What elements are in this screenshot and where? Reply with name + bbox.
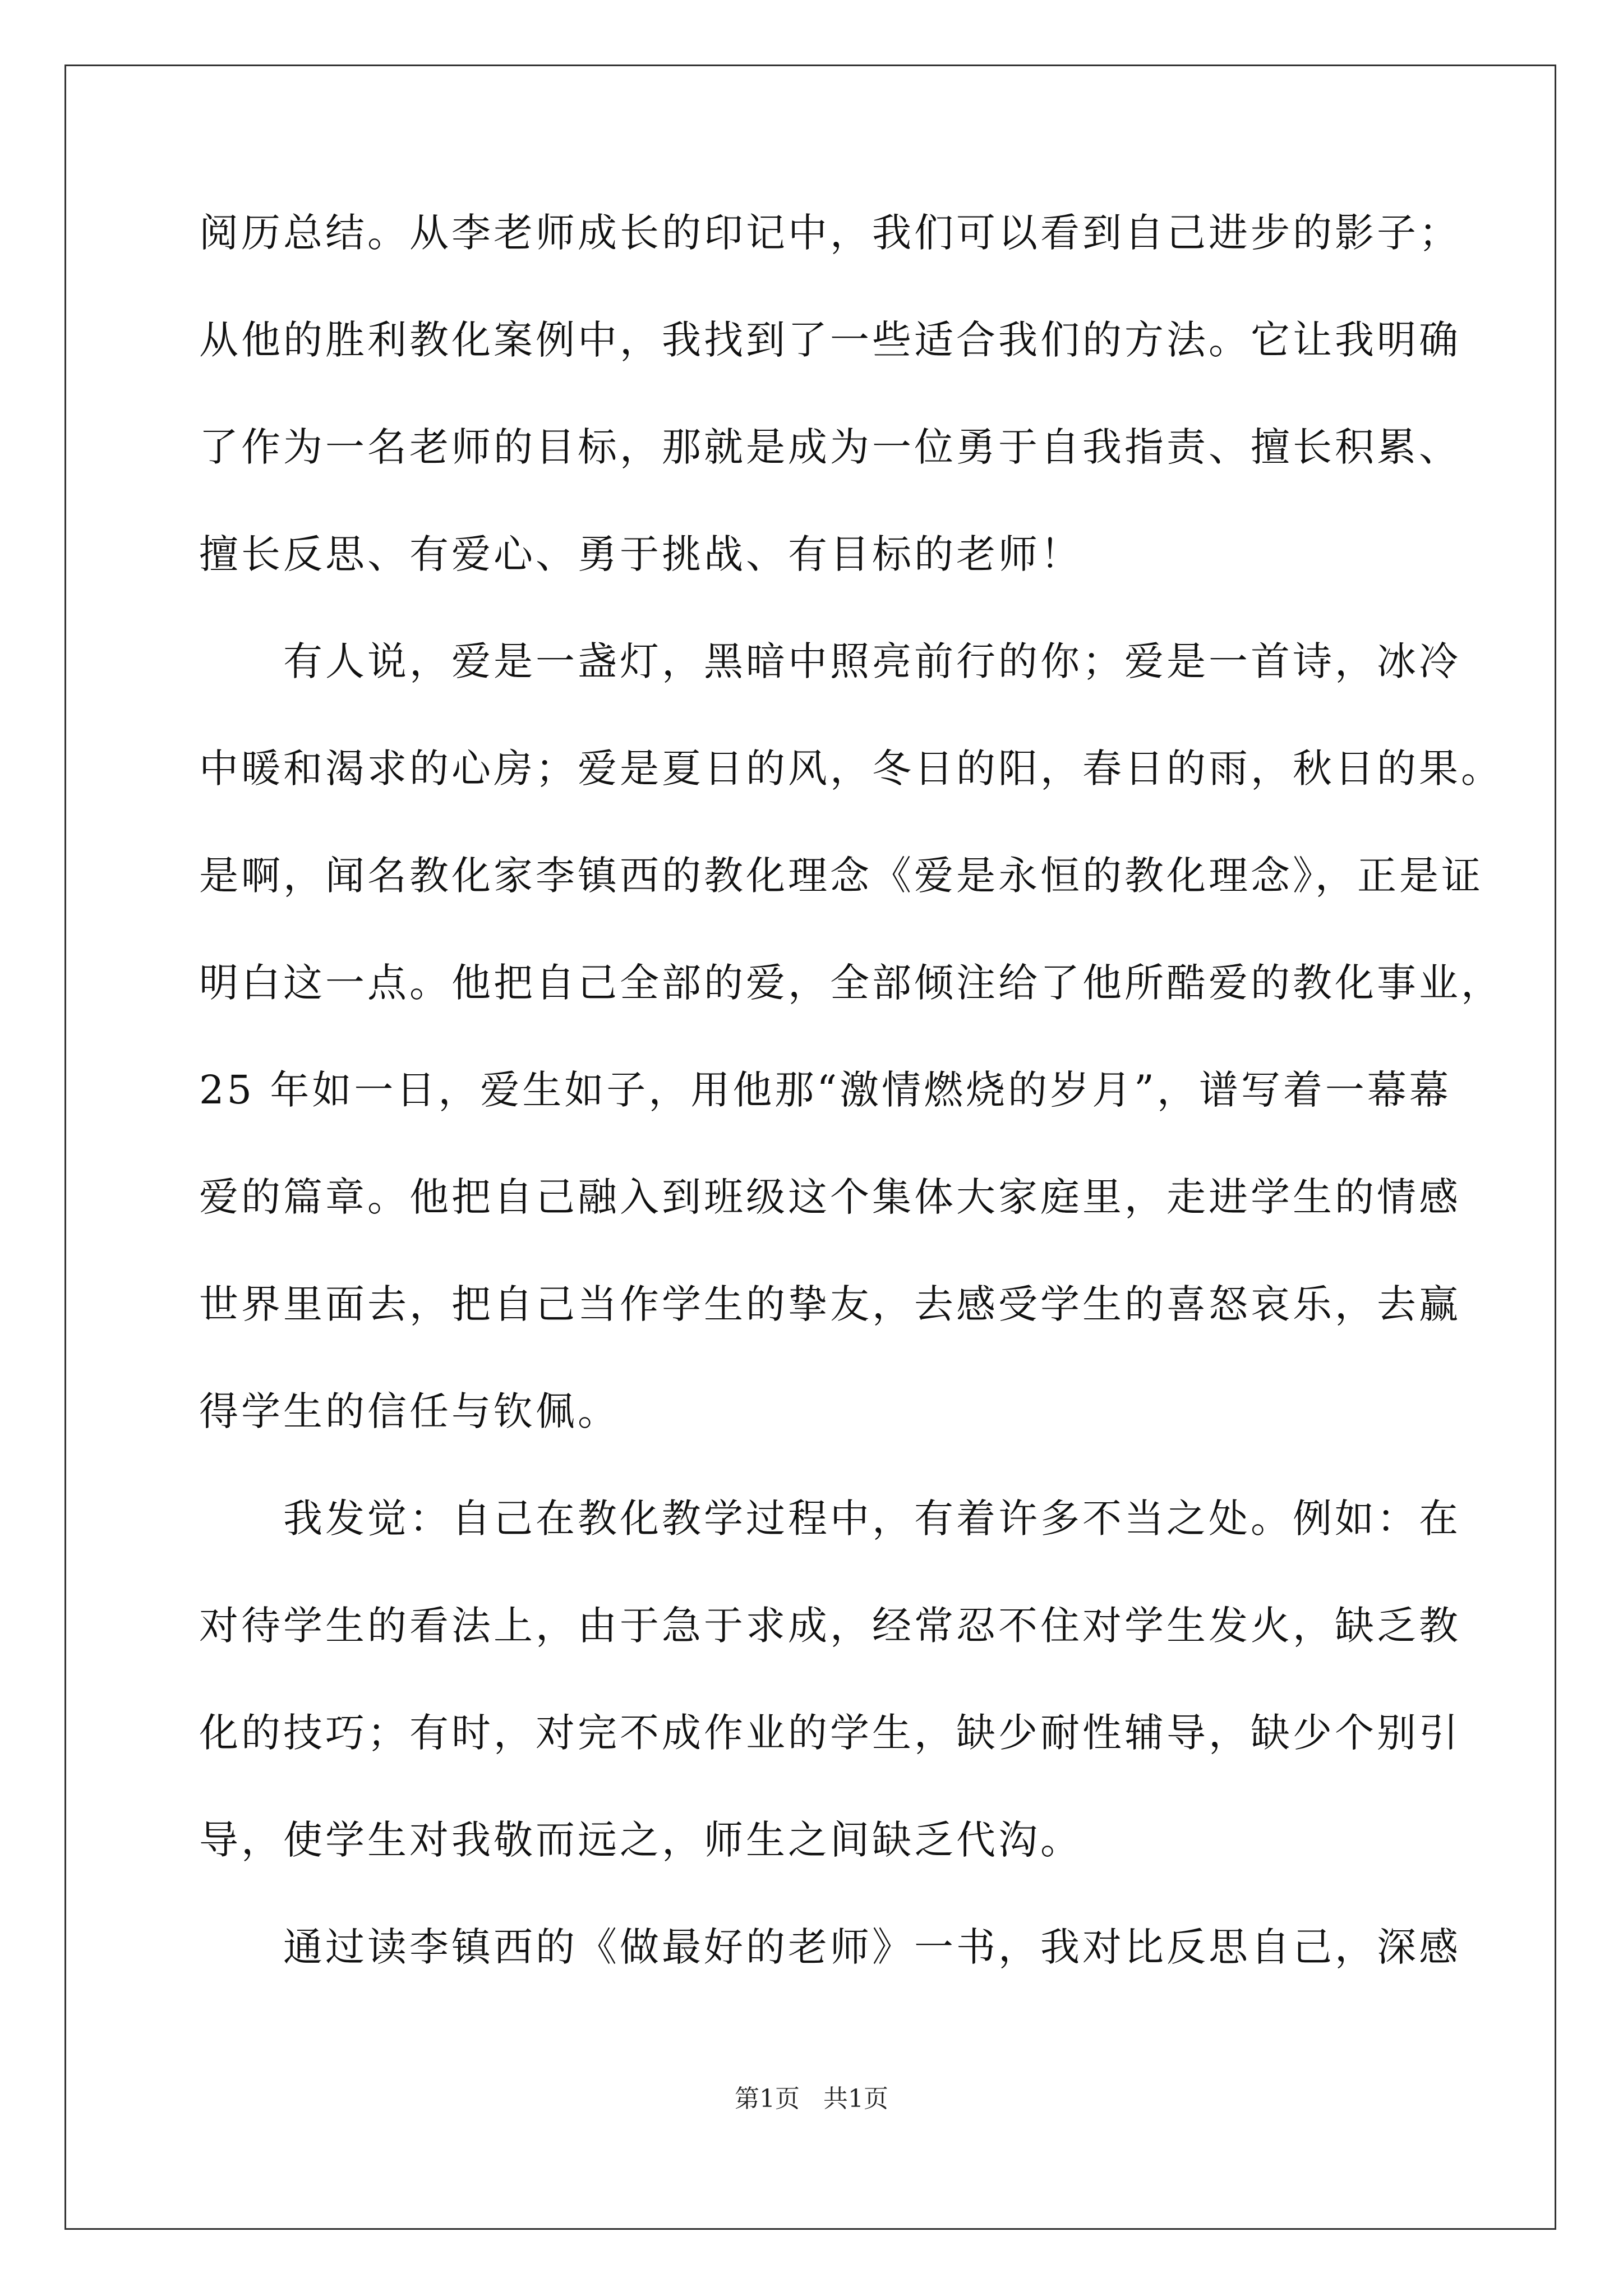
text-line: 明白这一点。他把自己全部的爱，全部倾注给了他所酷爱的教化事业， [199, 960, 1503, 1006]
text-line: 世界里面去，把自己当作学生的挚友，去感受学生的喜怒哀乐，去赢 [199, 1281, 1461, 1327]
text-line: 中暖和渴求的心房；爱是夏日的风，冬日的阳，春日的雨，秋日的果。 [199, 746, 1503, 792]
paragraph-first-line: 通过读李镇西的《做最好的老师》一书，我对比反思自己，深感 [283, 1924, 1461, 1970]
text-line: 擅长反思、有爱心、勇于挑战、有目标的老师！ [199, 531, 1082, 577]
text-line: 了作为一名老师的目标，那就是成为一位勇于自我指责、擅长积累、 [199, 424, 1461, 470]
text-line: 导，使学生对我敬而远之，师生之间缺乏代沟。 [199, 1817, 1082, 1863]
text-line: 25 年如一日，爱生如子，用他那“激情燃烧的岁月”，谱写着一幕幕 [199, 1067, 1451, 1113]
document-body [199, 210, 1503, 2035]
text-line: 爱的篇章。他把自己融入到班级这个集体大家庭里，走进学生的情感 [199, 1174, 1461, 1220]
text-line: 化的技巧；有时，对完不成作业的学生，缺少耐性辅导，缺少个别引 [199, 1710, 1461, 1756]
text-line: 阅历总结。从李老师成长的印记中，我们可以看到自己进步的影子； [199, 210, 1461, 256]
page-footer: 第1页 共1页 [735, 2085, 888, 2113]
text-line: 是啊，闻名教化家李镇西的教化理念《爱是永恒的教化理念》，正是证 [199, 853, 1483, 899]
text-line: 从他的胜利教化案例中，我找到了一些适合我们的方法。它让我明确 [199, 317, 1461, 363]
paragraph-first-line: 我发觉：自己在教化教学过程中，有着许多不当之处。例如：在 [283, 1496, 1461, 1542]
text-line: 对待学生的看法上，由于急于求成，经常忍不住对学生发火，缺乏教 [199, 1603, 1461, 1649]
text-line: 得学生的信任与钦佩。 [199, 1388, 620, 1434]
paragraph-first-line: 有人说，爱是一盏灯，黑暗中照亮前行的你；爱是一首诗，冰冷 [283, 638, 1461, 684]
